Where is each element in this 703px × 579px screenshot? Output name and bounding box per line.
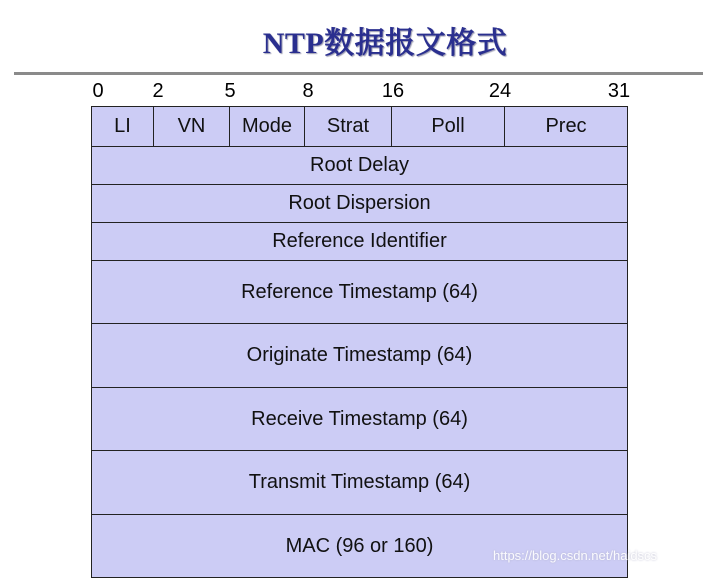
field-poll: Poll xyxy=(391,106,505,147)
field-reference-timestamp: Reference Timestamp (64) xyxy=(91,260,628,324)
bit-label-24: 24 xyxy=(488,80,512,102)
bit-label-2: 2 xyxy=(152,80,164,102)
bit-label-31: 31 xyxy=(607,80,631,102)
field-vn: VN xyxy=(153,106,230,147)
bit-label-0: 0 xyxy=(92,80,104,102)
field-mode: Mode xyxy=(229,106,305,147)
field-reference-identifier: Reference Identifier xyxy=(91,222,628,261)
field-originate-timestamp: Originate Timestamp (64) xyxy=(91,323,628,388)
bit-label-5: 5 xyxy=(224,80,236,102)
field-transmit-timestamp: Transmit Timestamp (64) xyxy=(91,450,628,515)
bit-label-8: 8 xyxy=(302,80,314,102)
diagram-title: NTP数据报文格式 xyxy=(262,27,508,60)
bit-label-16: 16 xyxy=(381,80,405,102)
field-root-delay: Root Delay xyxy=(91,146,628,185)
field-strat: Strat xyxy=(304,106,392,147)
field-receive-timestamp: Receive Timestamp (64) xyxy=(91,387,628,451)
field-mac: MAC (96 or 160) xyxy=(91,514,628,578)
title-divider xyxy=(14,72,703,75)
field-root-dispersion: Root Dispersion xyxy=(91,184,628,223)
field-prec: Prec xyxy=(504,106,628,147)
field-li: LI xyxy=(91,106,154,147)
watermark-text: https://blog.csdn.net/haidscs xyxy=(493,548,658,563)
